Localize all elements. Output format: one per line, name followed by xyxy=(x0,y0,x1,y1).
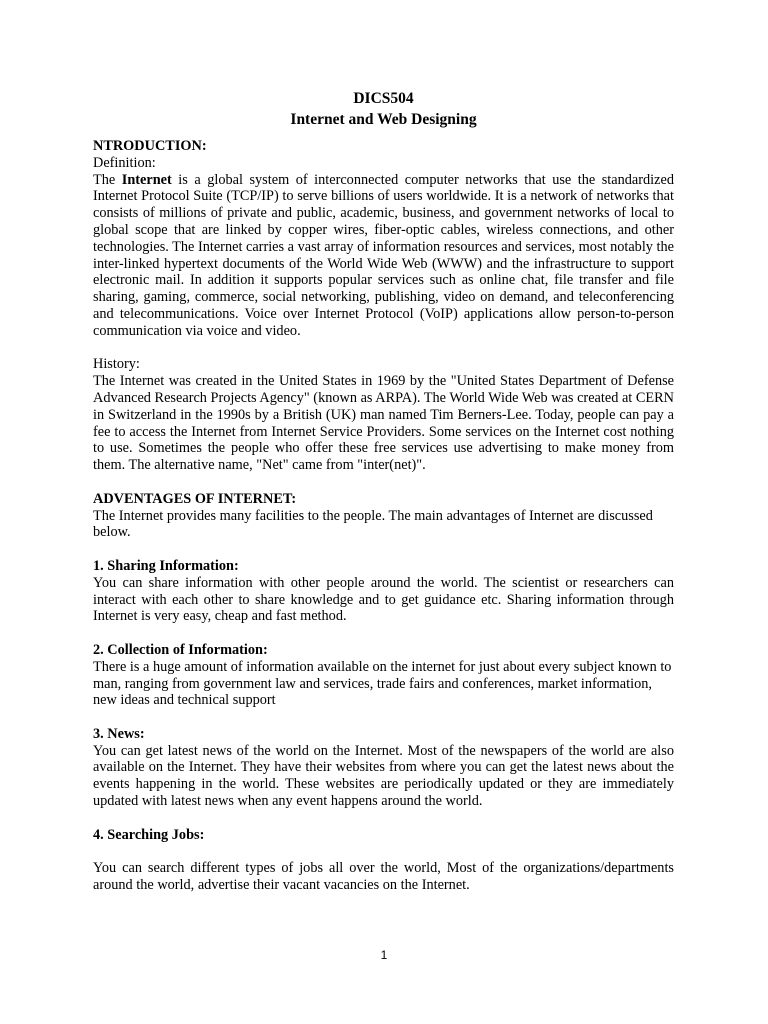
spacer xyxy=(93,541,674,558)
spacer xyxy=(93,843,674,860)
spacer xyxy=(93,625,674,642)
definition-label: Definition: xyxy=(93,154,156,171)
history-label: History: xyxy=(93,356,140,373)
definition-lead: The xyxy=(93,171,122,188)
advantage-3-heading: 3. News: xyxy=(93,725,145,742)
document-title-block xyxy=(93,88,674,130)
spacer xyxy=(93,709,674,726)
definition-paragraph xyxy=(93,172,674,340)
advantage-4-text: You can search different types of jobs all over the world, Most of the organizations/departments around the world, advertise their vacant vacancies on the Internet. xyxy=(93,860,674,894)
course-title: Internet and Web Designing xyxy=(290,111,477,128)
advantage-3-text: You can get latest news of the world on the Internet. Most of the newspapers of the world are also available on the Internet. They have their websites from where you can get the latest news about the events happening in the world. These websites are periodically updated or they are immediately updated with latest news when any event happens around the world. xyxy=(93,742,674,810)
page-number: 1 xyxy=(380,948,388,962)
spacer xyxy=(93,474,674,491)
advantage-1-heading: 1. Sharing Information: xyxy=(93,557,239,574)
definition-term: Internet xyxy=(121,171,172,188)
course-code: DICS504 xyxy=(353,90,414,107)
introduction-heading: NTRODUCTION: xyxy=(93,138,207,154)
advantage-2-text: There is a huge amount of information available on the internet for just about every subject known to man, ranging from government law and services, trade fairs and conferences, market information, new ideas and technical support xyxy=(93,658,672,709)
advantage-2-heading: 2. Collection of Information: xyxy=(93,641,268,658)
spacer xyxy=(93,340,674,357)
document-page xyxy=(93,88,674,894)
advantages-intro: The Internet provides many facilities to the people. The main advantages of Internet are discussed below. xyxy=(93,507,653,541)
spacer xyxy=(93,810,674,827)
advantage-1-text: You can share information with other people around the world. The scientist or researchers can interact with each other to share knowledge and to get guidance etc. Sharing information through Internet is very easy, cheap and fast method. xyxy=(93,574,674,625)
advantage-4-heading: 4. Searching Jobs: xyxy=(93,826,205,843)
history-paragraph: The Internet was created in the United States in 1969 by the "United States Department of Defense Advanced Research Projects Agency" (known as ARPA). The World Wide Web was created at CERN in Switzerland in the 1990s by a British (UK) man named Tim Berners-Lee. Today, people can pay a fee to access the Internet from Internet Service Providers. Some services on the Internet cost nothing to use. Sometimes the people who offer these free services use advertising to make money from them. The alternative name, "Net" came from "inter(net)". xyxy=(93,373,674,474)
definition-text: is a global system of interconnected computer networks that use the standardized Internet Protocol Suite (TCP/IP) to serve billions of users worldwide. It is a network of networks that consists of millions of private and public, academic, business, and government networks of local to global scope that are linked by copper wires, fiber-optic cables, wireless connections, and other technologies. The Internet carries a vast array of information resources and services, most notably the inter-linked hypertext documents of the World Wide Web (WWW) and the infrastructure to support electronic mail. In addition it supports popular services such as online chat, file transfer and file sharing, gaming, commerce, social networking, publishing, video on demand, and teleconferencing and telecommunications. Voice over Internet Protocol (VoIP) applications allow person-to-person communication via voice and video. xyxy=(93,171,674,339)
advantages-heading: ADVENTAGES OF INTERNET: xyxy=(93,490,297,507)
